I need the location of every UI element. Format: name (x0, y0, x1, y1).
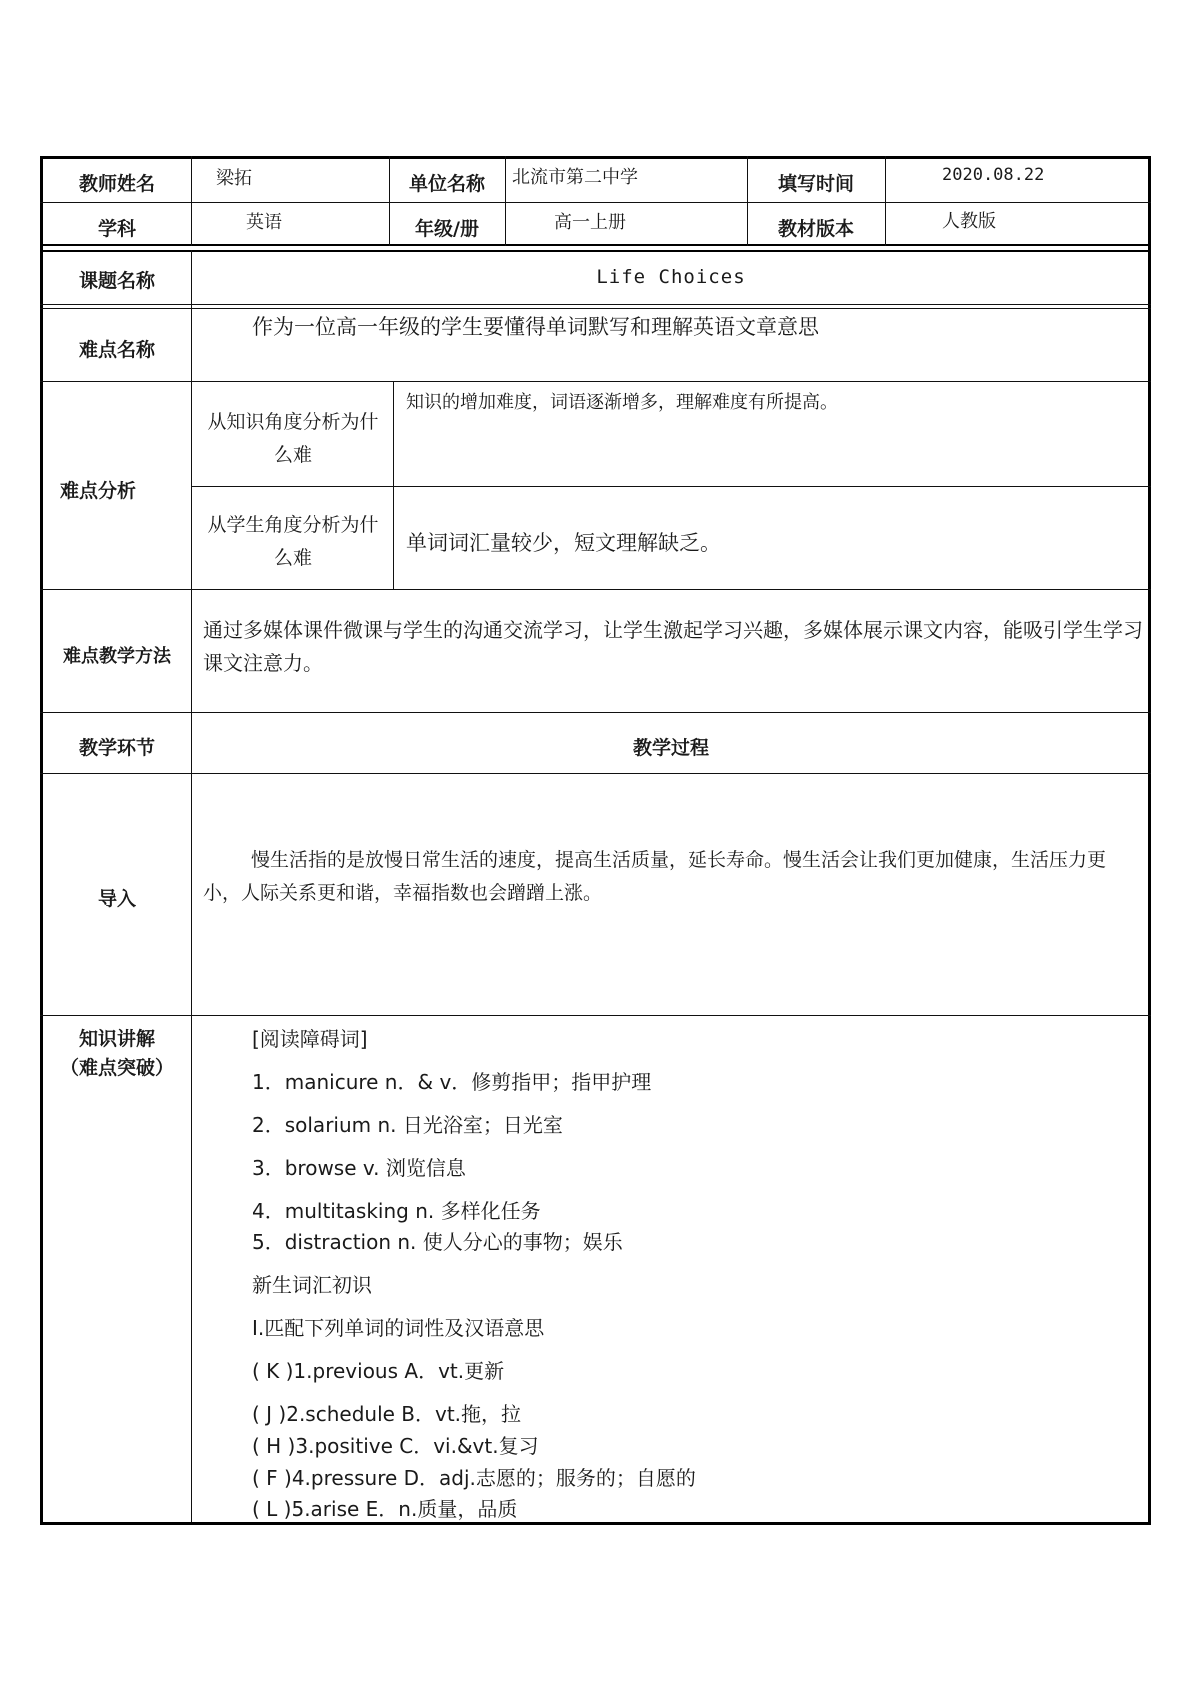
row-divider (40, 773, 1151, 774)
edition-label: 教材版本 (777, 218, 854, 240)
unit-name-label: 单位名称 (408, 173, 485, 195)
col-divider (885, 156, 886, 246)
unit-name-value: 北流市第二中学 (512, 167, 638, 188)
list-item: 3．browse v. 浏览信息 (252, 1156, 466, 1180)
row-divider (40, 712, 1151, 713)
list-item: Ⅰ.匹配下列单词的词性及汉语意思 (252, 1316, 545, 1340)
row-divider (40, 202, 1151, 203)
difficulty-label: 难点名称 (78, 339, 155, 361)
intro-value: 慢生活指的是放慢日常生活的速度，提高生活质量，延长寿命。慢生活会让我们更加健康，生活压力更小，人际关系更和谐，幸福指数也会蹭蹭上涨。 (203, 849, 1107, 904)
list-item: [阅读障碍词] (252, 1027, 368, 1051)
edition-value: 人教版 (942, 211, 996, 232)
date-label: 填写时间 (777, 173, 854, 195)
table-right-border (1148, 156, 1151, 1525)
subject-label: 学科 (97, 218, 136, 240)
list-item: 1．manicure n．& v．修剪指甲；指甲护理 (252, 1070, 652, 1094)
col-divider (191, 156, 192, 246)
row-divider (40, 589, 1151, 590)
knowledge-angle-value: 知识的增加难度，词语逐渐增多，理解难度有所提高。 (406, 392, 838, 413)
row-divider (40, 250, 1151, 252)
col-divider (505, 156, 506, 246)
list-item: ( J )2.schedule B．vt.拖，拉 (252, 1402, 522, 1426)
list-item: ( K )1.previous A．vt.更新 (252, 1359, 505, 1383)
method-label: 难点教学方法 (63, 646, 171, 667)
list-item: ( H )3.positive C．vi.&vt.复习 (252, 1434, 539, 1458)
col-divider (191, 250, 192, 1525)
knowledge-label: 知识讲解 (78, 1028, 155, 1050)
row-divider (40, 244, 1151, 246)
row-divider (40, 308, 1151, 309)
row-divider (40, 304, 1151, 305)
analysis-label: 难点分析 (59, 480, 136, 502)
subject-value: 英语 (246, 212, 282, 233)
list-item: 新生词汇初识 (252, 1273, 372, 1297)
student-angle-label: 从学生角度分析为什么难 (207, 514, 379, 569)
list-item: 5．distraction n. 使人分心的事物；娱乐 (252, 1230, 623, 1254)
list-item: ( F )4.pressure D．adj.志愿的；服务的；自愿的 (252, 1466, 696, 1490)
list-item: 2．solarium n. 日光浴室；日光室 (252, 1113, 563, 1137)
method-value: 通过多媒体课件微课与学生的沟通交流学习，让学生激起学习兴趣，多媒体展示课文内容，能吸引学生学习课文注意力。 (203, 618, 1143, 675)
grade-value: 高一上册 (554, 212, 626, 233)
grade-label: 年级/册 (415, 218, 479, 240)
table-bottom-border (40, 1522, 1151, 1525)
list-item: ( L )5.arise E．n.质量，品质 (252, 1497, 518, 1521)
topic-label: 课题名称 (78, 270, 155, 292)
process-column-header: 教学过程 (632, 737, 709, 759)
list-item: 4．multitasking n. 多样化任务 (252, 1199, 541, 1223)
stage-column-header: 教学环节 (78, 737, 155, 759)
student-angle-value: 单词词汇量较少，短文理解缺乏。 (406, 531, 721, 555)
topic-value: Life Choices (596, 266, 746, 288)
col-divider (393, 381, 394, 589)
row-divider (40, 1015, 1151, 1016)
teacher-name-value: 梁拓 (216, 168, 252, 189)
row-divider (191, 486, 1151, 487)
difficulty-value: 作为一位高一年级的学生要懂得单词默写和理解英语文章意思 (252, 315, 819, 339)
date-value: 2020.08.22 (942, 165, 1045, 185)
table-top-border (40, 156, 1151, 159)
knowledge-sublabel: （难点突破） (59, 1057, 174, 1079)
teacher-name-label: 教师姓名 (78, 173, 155, 195)
intro-label: 导入 (97, 888, 136, 910)
row-divider (40, 381, 1151, 382)
knowledge-angle-label: 从知识角度分析为什么难 (207, 411, 379, 466)
